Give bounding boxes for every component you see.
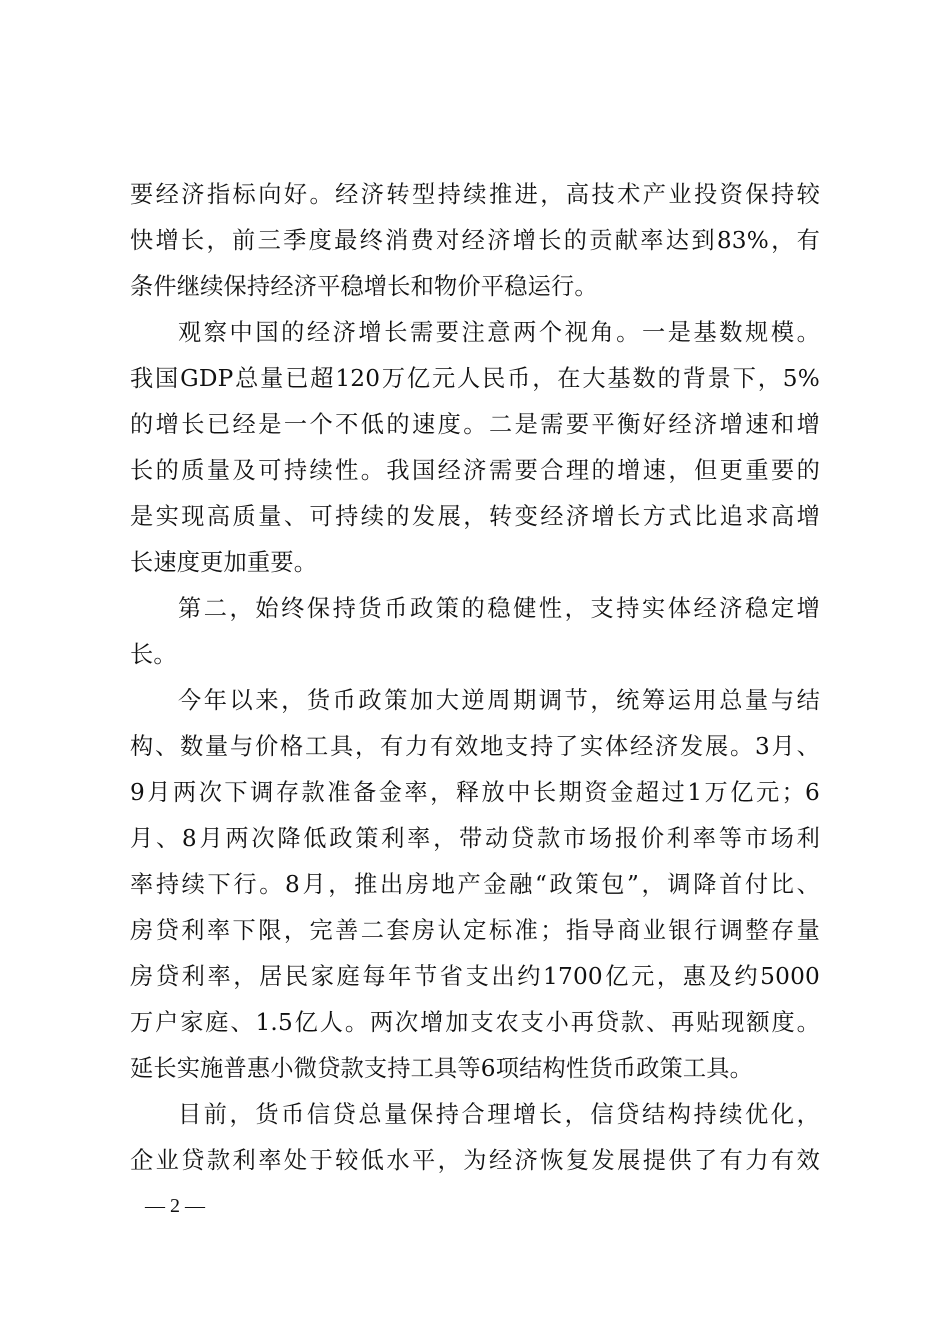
text-line-9: 长速度更加重要。: [130, 549, 318, 576]
text-line-6: 的增长已经是一个不低的速度。二是需要平衡好经济增速和增: [130, 411, 820, 438]
text-line-18: 房贷利率，居民家庭每年节省支出约1700亿元，惠及约5000: [130, 963, 820, 990]
text-line-16: 率持续下行。8月，推出房地产金融“政策包”，调降首付比、: [130, 871, 820, 898]
text-line-8: 是实现高质量、可持续的发展，转变经济增长方式比追求高增: [130, 503, 820, 530]
text-line-15: 月、8月两次降低政策利率，带动贷款市场报价利率等市场利: [130, 825, 820, 852]
text-line-1: 要经济指标向好。经济转型持续推进，高技术产业投资保持较: [130, 181, 820, 208]
text-line-14: 9月两次下调存款准备金率，释放中长期资金超过1万亿元；6: [130, 779, 820, 806]
text-line-11: 长。: [130, 641, 177, 668]
text-line-21: 目前，货币信贷总量保持合理增长，信贷结构持续优化，: [178, 1101, 820, 1128]
text-line-4: 观察中国的经济增长需要注意两个视角。一是基数规模。: [178, 319, 820, 346]
text-line-20: 延长实施普惠小微贷款支持工具等6项结构性货币政策工具。: [130, 1055, 754, 1082]
text-line-12: 今年以来，货币政策加大逆周期调节，统筹运用总量与结: [178, 687, 820, 714]
text-line-19: 万户家庭、1.5亿人。两次增加支农支小再贷款、再贴现额度。: [130, 1009, 820, 1036]
text-line-22: 企业贷款利率处于较低水平，为经济恢复发展提供了有力有效: [130, 1147, 820, 1174]
text-line-7: 长的质量及可持续性。我国经济需要合理的增速，但更重要的: [130, 457, 820, 484]
text-line-10: 第二，始终保持货币政策的稳健性，支持实体经济稳定增: [178, 595, 820, 622]
text-line-5: 我国GDP总量已超120万亿元人民币，在大基数的背景下，5%: [130, 365, 820, 392]
text-line-2: 快增长，前三季度最终消费对经济增长的贡献率达到83%，有: [130, 227, 820, 254]
text-line-3: 条件继续保持经济平稳增长和物价平稳运行。: [130, 273, 598, 300]
text-line-13: 构、数量与价格工具，有力有效地支持了实体经济发展。3月、: [130, 733, 820, 760]
body-text: [130, 172, 820, 1184]
page-number: — 2 —: [145, 1195, 205, 1217]
text-line-17: 房贷利率下限，完善二套房认定标准；指导商业银行调整存量: [130, 917, 820, 944]
